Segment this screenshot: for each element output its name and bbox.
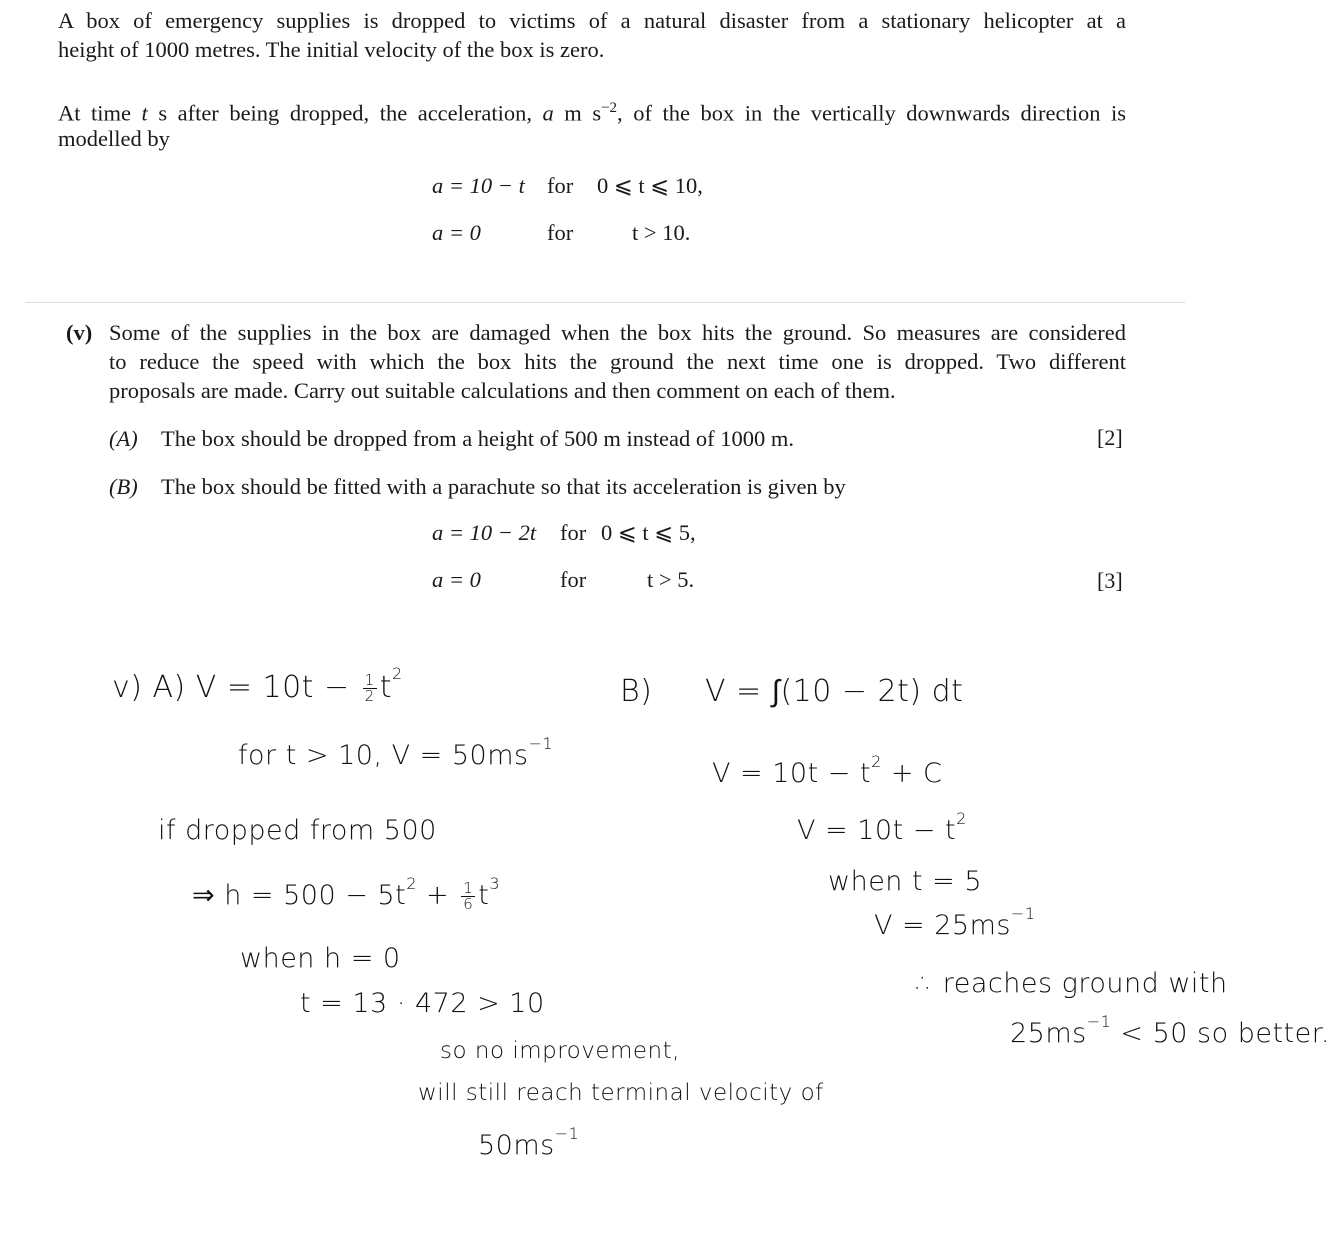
hand-left-line5: when h = 0 bbox=[240, 943, 401, 974]
model-row1-cond: 0 ⩽ t ⩽ 10, bbox=[597, 173, 703, 198]
part-b-marks: [3] bbox=[1097, 568, 1123, 593]
model-row2-eq: a = 0 bbox=[432, 220, 481, 245]
hand-right-eq3: $V = 10t - t^2$ bbox=[797, 809, 967, 846]
model-row2-for: for bbox=[547, 220, 574, 245]
section-divider bbox=[25, 302, 1185, 303]
hand-right-line7: $25ms^{-1} < 50$ so better. bbox=[1010, 1012, 1330, 1049]
part-v-line-1: Some of the supplies in the box are damaged when the box hits the ground. So measures are considered bbox=[109, 320, 1126, 345]
hand-right-line6: ∴ reaches ground with bbox=[916, 968, 1228, 999]
part-v-label: (v) bbox=[66, 320, 93, 345]
hand-left-line4: ⇒ $h = 500 - 5t^2$ + $\frac{1}{6}$ $t^3$ bbox=[192, 874, 501, 913]
hand-left-line3: if dropped from 500 bbox=[158, 815, 437, 846]
intro-line-2: height of 1000 metres. The initial velocity of the box is zero. bbox=[58, 37, 605, 62]
hand-left-line6: t = 13 · 472 > 10 bbox=[300, 988, 545, 1019]
part-a-label: (A) bbox=[109, 426, 138, 451]
part-b-row2-eq: a = 0 bbox=[432, 567, 481, 592]
accel-line-2: modelled by bbox=[58, 126, 170, 151]
half-fraction: $\frac{1}{2}$ bbox=[364, 671, 375, 705]
part-a-marks: [2] bbox=[1097, 425, 1123, 450]
hand-left-line9: $50ms^{-1}$ bbox=[478, 1124, 580, 1161]
hand-left-eq1: v) A) V = 10t − $\frac{1}{2}$ $t^2$ bbox=[112, 664, 403, 705]
hand-right-line4: when t = 5 bbox=[828, 866, 983, 897]
part-b-row1-eq: a = 10 − 2t bbox=[432, 520, 537, 545]
hand-left-line8: will still reach terminal velocity of bbox=[418, 1080, 824, 1106]
hand-right-line5: $V = 25ms^{-1}$ bbox=[874, 904, 1036, 941]
part-b-row1-cond: 0 ⩽ t ⩽ 5, bbox=[601, 520, 696, 545]
part-b-text: The box should be fitted with a parachute so that its acceleration is given by bbox=[161, 474, 846, 499]
hand-right-head: B) bbox=[620, 674, 653, 709]
model-row1-for: for bbox=[547, 173, 574, 198]
part-b-row2-cond: t > 5. bbox=[647, 567, 695, 592]
hand-left-line2: for t > 10, $V = 50ms^{-1}$ bbox=[238, 734, 554, 771]
intro-line-1: A box of emergency supplies is dropped to victims of a natural disaster from a stationary helicopter at a bbox=[58, 8, 1126, 33]
part-b-label: (B) bbox=[109, 474, 138, 499]
part-b-row2-for: for bbox=[560, 567, 587, 592]
hand-right-eq2: $V = 10t - t^2 + C$ bbox=[712, 752, 943, 789]
model-row2-cond: t > 10. bbox=[632, 220, 691, 245]
part-v-line-3: proposals are made. Carry out suitable calculations and then comment on each of them. bbox=[109, 378, 896, 403]
part-v-line-2: to reduce the speed with which the box hits the ground the next time one is dropped. Two different bbox=[109, 349, 1126, 374]
hand-right-eq1: V = ∫(10 − 2t) dt bbox=[705, 674, 964, 709]
sixth-fraction: $\frac{1}{6}$ bbox=[463, 879, 474, 913]
part-b-row1-for: for bbox=[560, 520, 587, 545]
accel-line-1: At time t s after being dropped, the acceleration, a m $s^{-2}$, of the box in the vertically downwards direction is bbox=[58, 100, 1126, 126]
model-row1-eq: a = 10 − t bbox=[432, 173, 525, 198]
part-a-text: The box should be dropped from a height of 500 m instead of 1000 m. bbox=[161, 426, 795, 451]
hand-left-line7: so no improvement, bbox=[440, 1038, 680, 1064]
